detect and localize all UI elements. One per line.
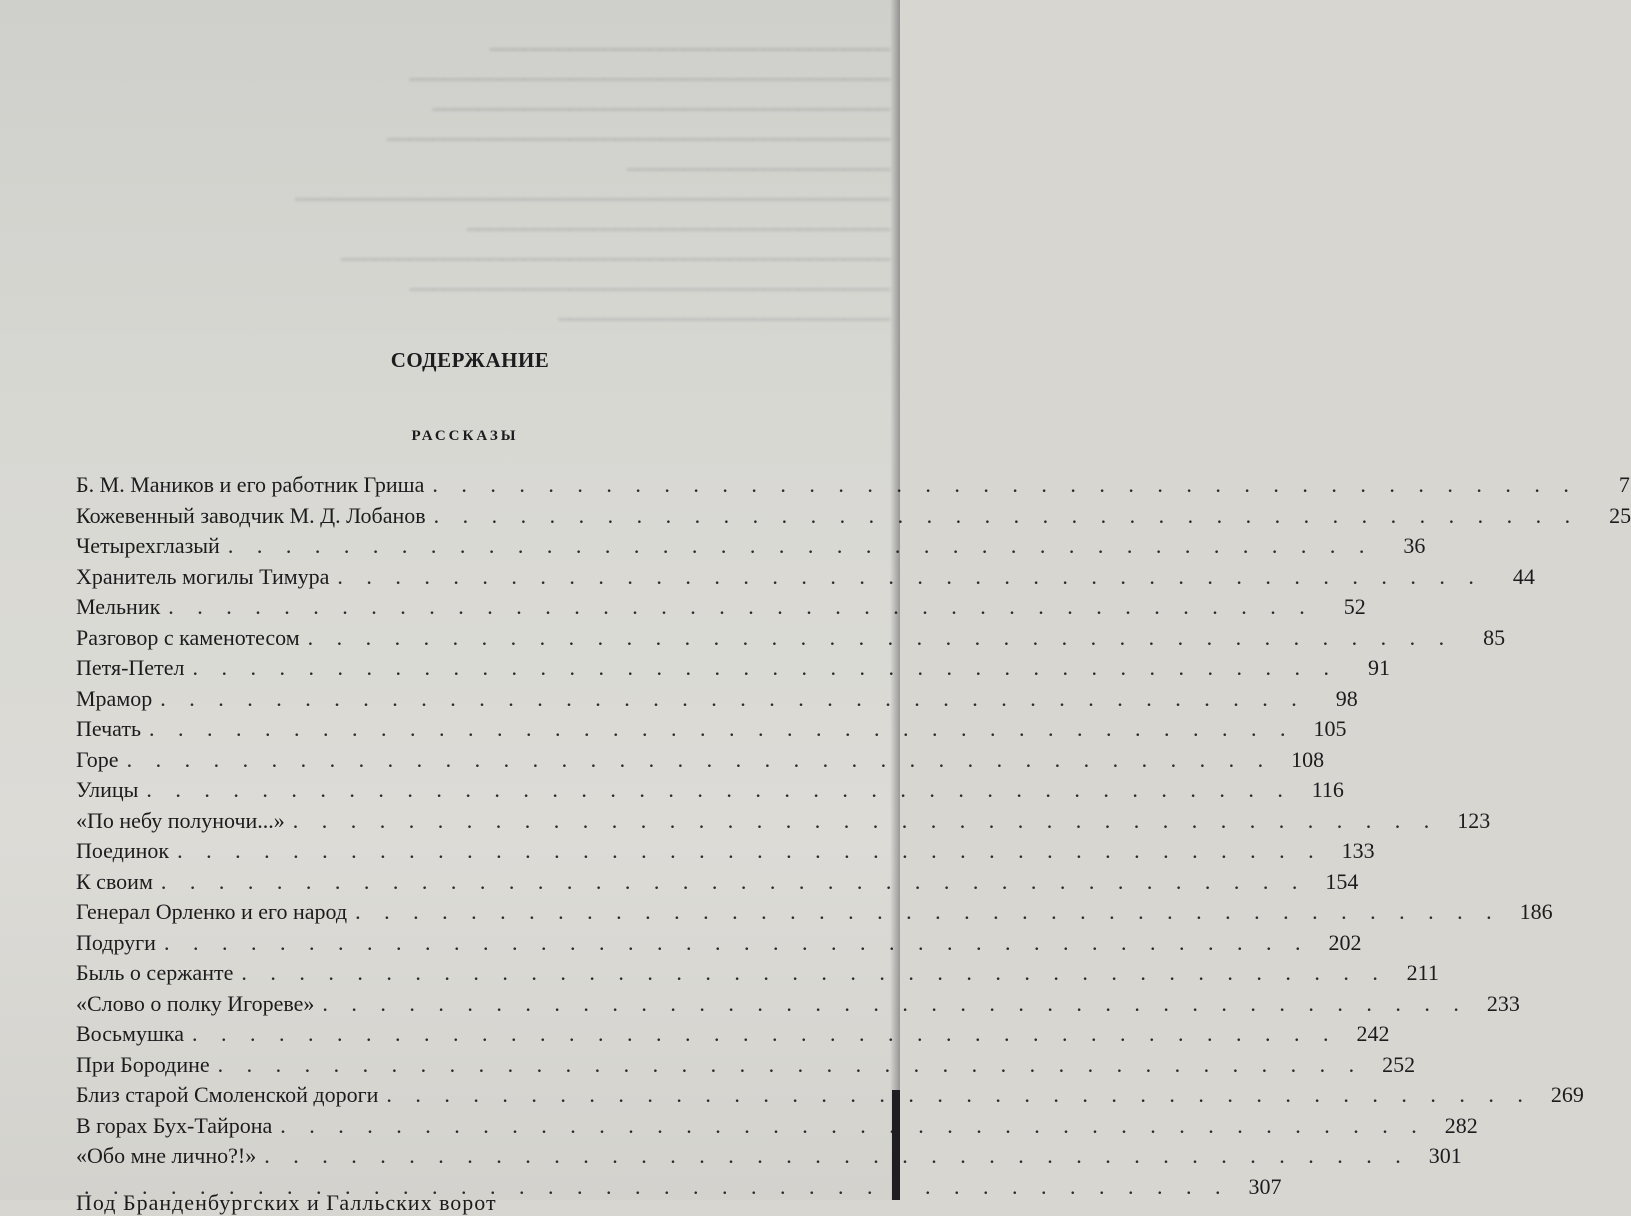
toc-entry bbox=[76, 806, 1491, 837]
toc-entry-page: 202 bbox=[1328, 929, 1362, 955]
toc-entry-title: Быль о сержанте bbox=[76, 960, 234, 985]
toc-leader-dots bbox=[169, 836, 1323, 867]
toc-leader-dots bbox=[329, 562, 1483, 593]
toc-entry bbox=[76, 897, 1553, 928]
toc-entry-title: Четырехглазый bbox=[76, 533, 220, 558]
toc-entry-page: 301 bbox=[1428, 1143, 1462, 1168]
toc-entry-page: 44 bbox=[1512, 563, 1535, 589]
table-of-contents bbox=[76, 470, 1631, 1202]
toc-entry-page: 186 bbox=[1519, 899, 1553, 924]
toc-leader-dots bbox=[160, 592, 1314, 623]
toc-leader-dots bbox=[300, 623, 1454, 654]
toc-leader-dots bbox=[220, 531, 1374, 562]
toc-leader-dots bbox=[424, 470, 1578, 501]
toc-entry-page: 123 bbox=[1457, 807, 1491, 833]
toc-entry-page: 98 bbox=[1335, 685, 1358, 711]
toc-entry bbox=[76, 928, 1362, 959]
toc-entry bbox=[76, 1141, 1462, 1172]
toc-entry bbox=[76, 562, 1535, 593]
toc-entry-page: 133 bbox=[1341, 838, 1375, 863]
toc-entry-title: Поединок bbox=[76, 838, 170, 863]
toc-entry bbox=[76, 989, 1520, 1020]
toc-entry-page: 116 bbox=[1311, 777, 1344, 802]
toc-leader-dots bbox=[138, 775, 1292, 806]
toc-entry-title: Мрамор bbox=[76, 685, 153, 711]
toc-entry bbox=[76, 531, 1426, 562]
toc-entry bbox=[76, 501, 1631, 532]
toc-leader-dots bbox=[156, 928, 1310, 959]
toc-entry-title: При Бородине bbox=[76, 1051, 210, 1077]
toc-entry bbox=[76, 958, 1439, 989]
toc-entry bbox=[76, 714, 1347, 745]
page-edge-shadow bbox=[890, 0, 900, 1200]
toc-entry-title: Хранитель могилы Тимура bbox=[76, 563, 330, 589]
toc-entry-page: 91 bbox=[1367, 655, 1390, 680]
toc-entry-page: 108 bbox=[1291, 746, 1325, 772]
toc-entry-title: «По небу полуночи...» bbox=[76, 807, 285, 833]
toc-entry-title: Генерал Орленко и его народ bbox=[76, 899, 348, 924]
toc-entry-page: 36 bbox=[1403, 533, 1426, 558]
toc-entry-page: 52 bbox=[1343, 594, 1366, 619]
toc-entry-page: 233 bbox=[1486, 990, 1520, 1016]
toc-leader-dots bbox=[141, 714, 1295, 745]
toc-leader-dots bbox=[184, 653, 1338, 684]
toc-leader-dots bbox=[272, 1111, 1426, 1142]
toc-entry-title: «Обо мне лично?!» bbox=[76, 1143, 257, 1168]
toc-entry bbox=[76, 1111, 1478, 1142]
toc-entry-title: Горе bbox=[76, 746, 119, 772]
toc-entry-page: 7 bbox=[1618, 472, 1630, 497]
toc-leader-dots bbox=[210, 1050, 1364, 1081]
toc-entry-title: Восьмушка bbox=[76, 1021, 185, 1046]
toc-entry-title: К своим bbox=[76, 868, 153, 894]
toc-entry-title: Кожевенный заводчик М. Д. Лобанов bbox=[76, 502, 426, 528]
toc-entry-page: 307 bbox=[1248, 1173, 1282, 1199]
toc-leader-dots bbox=[347, 897, 1501, 928]
toc-leader-dots bbox=[184, 1019, 1338, 1050]
page-title: СОДЕРЖАНИЕ bbox=[390, 348, 550, 372]
toc-leader-dots bbox=[233, 958, 1387, 989]
toc-entry-title: Б. М. Маников и его работник Гриша bbox=[76, 472, 425, 497]
toc-entry bbox=[76, 1050, 1416, 1081]
toc-entry bbox=[76, 470, 1630, 501]
toc-entry bbox=[76, 653, 1390, 684]
toc-entry bbox=[76, 775, 1344, 806]
toc-entry-title: Подруги bbox=[76, 929, 156, 955]
toc-entry-title: Петя-Петел bbox=[76, 655, 185, 680]
toc-entry-page: 25 bbox=[1609, 502, 1631, 528]
toc-entry bbox=[76, 836, 1375, 867]
toc-entry bbox=[76, 592, 1366, 623]
toc-leader-dots bbox=[256, 1141, 1410, 1172]
toc-entry bbox=[76, 745, 1325, 776]
toc-entry-page: 105 bbox=[1313, 716, 1347, 741]
toc-leader-dots bbox=[152, 684, 1306, 715]
toc-entry bbox=[76, 623, 1506, 654]
toc-entry bbox=[76, 684, 1358, 715]
page-edge-dark bbox=[892, 1090, 900, 1200]
toc-entry-page: 282 bbox=[1444, 1112, 1478, 1138]
toc-entry-page: 85 bbox=[1483, 624, 1506, 650]
toc-entry-title: Мельник bbox=[76, 594, 161, 619]
section-heading: РАССКАЗЫ bbox=[411, 428, 519, 444]
toc-leader-dots bbox=[153, 867, 1307, 898]
cut-off-line: Под Бранденбургских и Галльских ворот bbox=[76, 1190, 497, 1215]
toc-entry-page: 242 bbox=[1356, 1021, 1390, 1046]
toc-entry-title: Разговор с каменотесом bbox=[76, 624, 300, 650]
toc-entry-title: Близ старой Смоленской дороги bbox=[76, 1082, 379, 1107]
toc-entry-page: 252 bbox=[1382, 1051, 1416, 1077]
bleed-through-text: ━━━━━━━━━━━━━━━━━━━━━━━━━━━━━━━━━━━ ━━━━━━━━━━━━━━━━━━━━━━━━━━━━━━━━━━━━━━━━━━ ━━━━━━━━━━━━━━━━━━━━━━━━━━━━━━━━━━━━━━━━ ━━━━━━━━━━━━━━━━━━━━━━━━━━━━━━━━━━━━━━━━━━━━ ━━━━━━━━━━━━━━━━━━━━━━━ ━━━━━━━━━━━━━━━━━━━━━━━━━━━━━━━━━━━━━━━━━━━━━━━━━━━━ ━━━━━━━━━━━━━━━━━━━━━━━━━━━━━━━━━━━━━ ━━━━━━━━━━━━━━━━━━━━━━━━━━━━━━━━━━━━━━━━━━━━━━━━ ━━━━━━━━━━━━━━━━━━━━━━━━━━━━━━━━━━━━━━━━━━ ━━━━━━━━━━━━━━━━━━━━━━━━━━━━━ bbox=[295, 40, 890, 331]
toc-entry bbox=[76, 1019, 1390, 1050]
toc-entry bbox=[76, 867, 1359, 898]
toc-leader-dots bbox=[285, 806, 1439, 837]
toc-entry-page: 269 bbox=[1550, 1082, 1584, 1107]
toc-entry-title: Улицы bbox=[76, 777, 139, 802]
toc-entry-title: Печать bbox=[76, 716, 142, 741]
toc-entry-page: 211 bbox=[1406, 960, 1439, 985]
toc-entry-title: В горах Бух-Тайрона bbox=[76, 1112, 273, 1138]
toc-entry bbox=[76, 1080, 1584, 1111]
toc-entry-page: 154 bbox=[1325, 868, 1359, 894]
toc-leader-dots bbox=[426, 501, 1580, 532]
toc-leader-dots bbox=[119, 745, 1273, 776]
toc-entry-title: «Слово о полку Игореве» bbox=[76, 990, 315, 1016]
toc-leader-dots bbox=[378, 1080, 1532, 1111]
